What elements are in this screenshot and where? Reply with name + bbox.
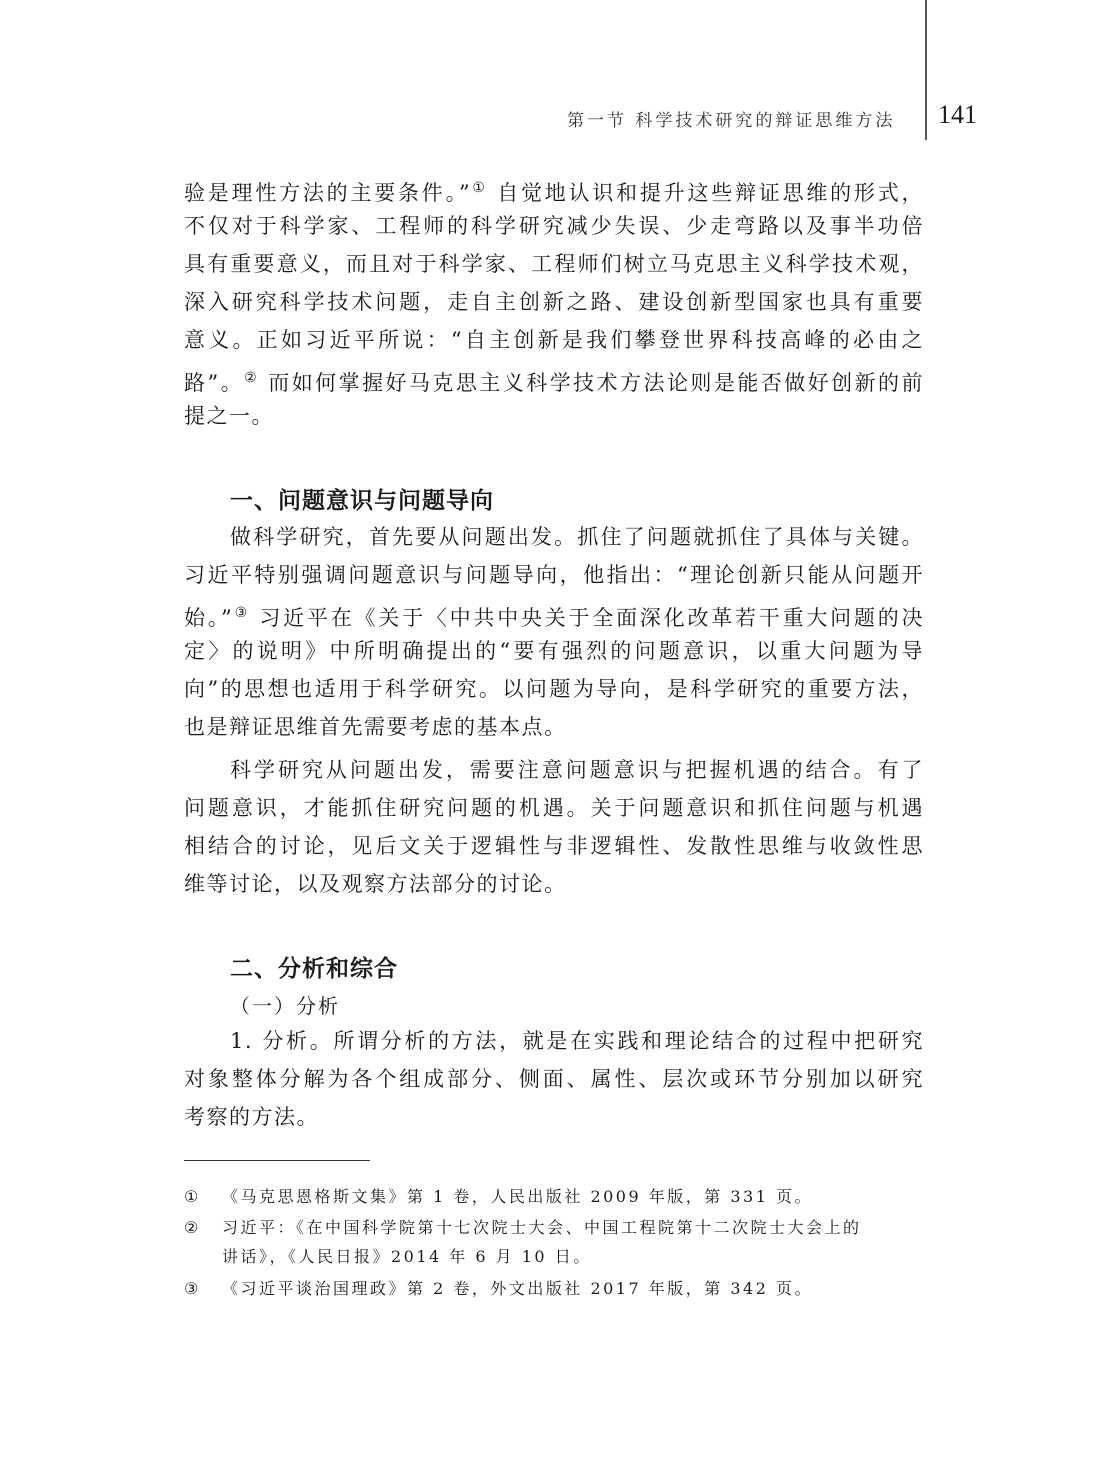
footnote-ref: ① xyxy=(471,180,488,196)
text-line: 始。”③ 习近平在《关于〈中共中央关于全面深化改革若干重大问题的决 xyxy=(184,605,924,630)
footnote-divider xyxy=(184,1160,370,1161)
text-line: 提之一。 xyxy=(184,404,274,428)
subsection-heading: （一）分析 xyxy=(230,994,340,1018)
section-heading: 一、问题意识与问题导向 xyxy=(230,488,494,514)
text-line: 1. 分析。所谓分析的方法，就是在实践和理论结合的过程中把研究 xyxy=(230,1029,924,1053)
text-line: 深入研究科学技术问题，走自主创新之路、建设创新型国家也具有重要 xyxy=(184,290,924,314)
text-line: 验是理性方法的主要条件。”① 自觉地认识和提升这些辩证思维的形式， xyxy=(184,180,924,205)
footnote-ref: ② xyxy=(244,370,260,386)
text-line: 意义。正如习近平所说：“自主创新是我们攀登世界科技高峰的必由之 xyxy=(184,328,924,352)
footnote: ① 《马克思恩格斯文集》第 1 卷，人民出版社 2009 年版，第 331 页。 xyxy=(184,1185,924,1209)
text-line: 也是辩证思维首先需要考虑的基本点。 xyxy=(184,715,567,739)
text-line: 做科学研究，首先要从问题出发。抓住了问题就抓住了具体与关键。 xyxy=(230,525,924,549)
footnote: ③ 《习近平谈治国理政》第 2 卷，外文出版社 2017 年版，第 342 页。 xyxy=(184,1277,924,1301)
text-line: 具有重要意义，而且对于科学家、工程师们树立马克思主义科学技术观， xyxy=(184,252,924,276)
text-line: 问题意识，才能抓住研究问题的机遇。关于问题意识和抓住问题与机遇 xyxy=(184,796,924,820)
text-line: 相结合的讨论，见后文关于逻辑性与非逻辑性、发散性思维与收敛性思 xyxy=(184,834,924,858)
text-line: 路”。② 而如何掌握好马克思主义科学技术方法论则是能否做好创新的前 xyxy=(184,370,924,395)
text-line: 考察的方法。 xyxy=(184,1105,319,1129)
section-heading: 二、分析和综合 xyxy=(230,956,398,982)
text-line: 习近平特别强调问题意识与问题导向，他指出：“理论创新只能从问题开 xyxy=(184,563,924,587)
running-head: 第一节 科学技术研究的辩证思维方法 xyxy=(567,111,896,131)
footnote-mark: ③ xyxy=(184,1279,199,1298)
header-divider xyxy=(925,0,927,140)
footnote-continuation: 讲话》，《人民日报》2014 年 6 月 10 日。 xyxy=(222,1247,592,1266)
text-line: 向”的思想也适用于科学研究。以问题为导向，是科学研究的重要方法， xyxy=(184,677,924,701)
footnote: ② 习近平：《在中国科学院第十七次院士大会、中国工程院第十二次院士大会上的 xyxy=(184,1216,924,1240)
text-line: 科学研究从问题出发，需要注意问题意识与把握机遇的结合。有了 xyxy=(230,758,924,782)
text-line: 对象整体分解为各个组成部分、侧面、属性、层次或环节分别加以研究 xyxy=(184,1067,924,1091)
footnote-mark: ② xyxy=(184,1218,199,1237)
text-line: 不仅对于科学家、工程师的科学研究减少失误、少走弯路以及事半功倍 xyxy=(184,214,924,238)
text-line: 定〉的说明》中所明确提出的“要有强烈的问题意识，以重大问题为导 xyxy=(184,639,924,663)
page-number: 141 xyxy=(938,100,977,129)
footnote-ref: ③ xyxy=(233,605,250,621)
text-line: 维等讨论，以及观察方法部分的讨论。 xyxy=(184,872,567,896)
footnote-mark: ① xyxy=(184,1187,199,1206)
